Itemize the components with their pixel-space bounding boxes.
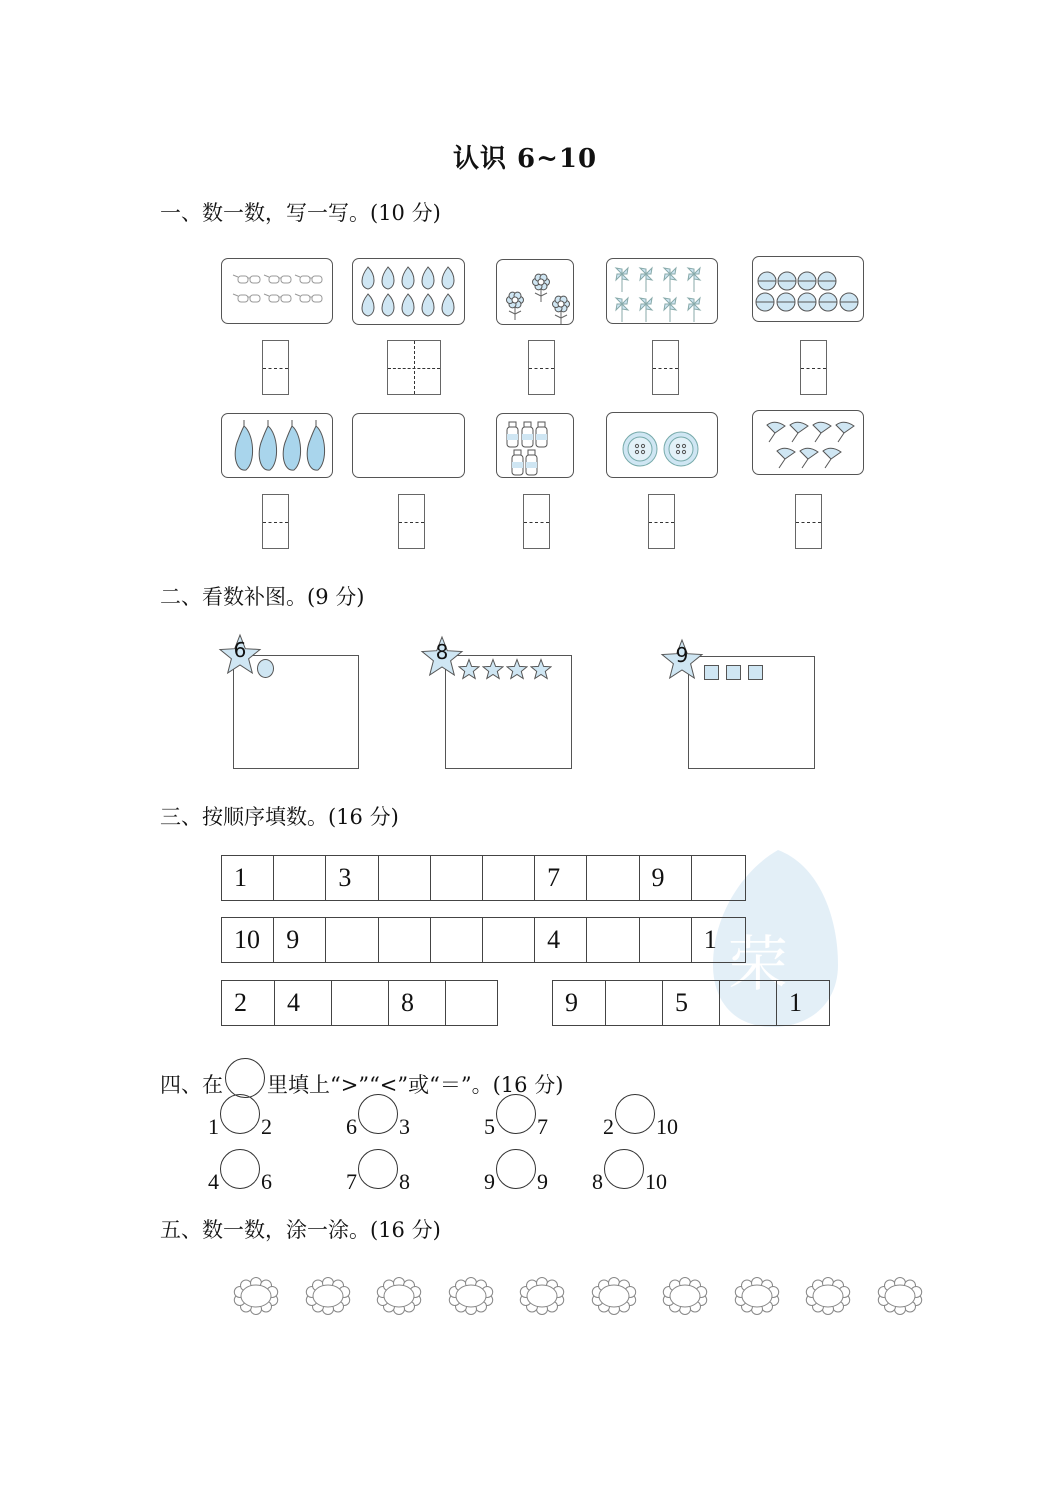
answer-box-9[interactable]	[648, 494, 675, 549]
square-shape-icon	[704, 665, 719, 680]
sequence-cell-blank[interactable]	[640, 918, 692, 962]
compare-right-number: 10	[645, 1169, 667, 1194]
sequence-cell-blank[interactable]	[431, 918, 483, 962]
star-shape-icon	[458, 658, 480, 680]
sequence-row3b	[552, 980, 830, 1026]
sequence-cell-given: 7	[535, 856, 587, 900]
picture-box-balls	[752, 256, 864, 322]
picture-box-buttons	[606, 412, 718, 478]
picture-box-glasses	[221, 258, 333, 324]
compare-answer-circle[interactable]	[604, 1149, 644, 1189]
circle-shape-icon	[257, 659, 274, 678]
star-icon	[530, 658, 552, 680]
compare-right-number: 7	[537, 1114, 548, 1139]
pinwheels-icon	[607, 259, 719, 325]
flower-6[interactable]	[589, 1276, 639, 1318]
sequence-cell-blank[interactable]	[606, 981, 663, 1025]
answer-box-8[interactable]	[523, 494, 550, 549]
sequence-row2	[221, 917, 746, 963]
flower-8[interactable]	[732, 1276, 782, 1318]
flower-10[interactable]	[875, 1276, 925, 1318]
answer-box-2[interactable]	[387, 340, 441, 395]
compare-answer-circle[interactable]	[358, 1094, 398, 1134]
compare-right-number: 10	[656, 1114, 678, 1139]
comparison-item	[484, 1110, 594, 1160]
inline-circle-icon	[225, 1058, 265, 1098]
section-4-heading	[160, 1058, 563, 1099]
flower-icon	[517, 1276, 567, 1318]
target-number: 6	[233, 638, 247, 662]
answer-box-10[interactable]	[795, 494, 822, 549]
comparison-item	[346, 1165, 456, 1215]
picture-box-bamboo-shoots	[352, 258, 465, 325]
flower-icon	[660, 1276, 710, 1318]
compare-right-number: 8	[399, 1169, 410, 1194]
compare-answer-circle[interactable]	[220, 1149, 260, 1189]
sequence-cell-blank[interactable]	[332, 981, 389, 1025]
compare-right-number: 2	[261, 1114, 272, 1139]
sequence-cell-given: 4	[275, 981, 332, 1025]
sequence-cell-blank[interactable]	[326, 918, 378, 962]
square-shape-icon	[748, 665, 763, 680]
eggplants-icon	[222, 414, 334, 479]
section-1-heading: 一、数一数，写一写。(10 分)	[160, 201, 441, 225]
flower-3[interactable]	[374, 1276, 424, 1318]
comparison-item	[208, 1165, 318, 1215]
section-5-heading: 五、数一数，涂一涂。(16 分)	[160, 1218, 441, 1242]
star-icon	[458, 658, 480, 680]
glasses-icon	[222, 259, 334, 325]
compare-left-number: 5	[484, 1114, 495, 1139]
star-shape-icon	[482, 658, 504, 680]
compare-answer-circle[interactable]	[496, 1149, 536, 1189]
answer-box-7[interactable]	[398, 494, 425, 549]
sequence-cell-blank[interactable]	[379, 856, 431, 900]
sequence-cell-given: 1	[703, 925, 717, 954]
star-icon	[482, 658, 504, 680]
section-4-label-after: 里填上“>”“<”或“＝”。(16 分)	[267, 1073, 564, 1097]
sequence-cell-blank[interactable]	[274, 856, 326, 900]
flower-7[interactable]	[660, 1276, 710, 1318]
answer-box-6[interactable]	[262, 494, 289, 549]
ginkgo-leaves-icon	[753, 411, 865, 476]
answer-box-5[interactable]	[800, 340, 827, 395]
flower-icon	[446, 1276, 496, 1318]
flower-icon	[589, 1276, 639, 1318]
sequence-cell-blank[interactable]	[587, 856, 639, 900]
sequence-cell-given: 1	[222, 856, 274, 900]
section-4-label-before: 四、在	[160, 1073, 223, 1097]
sequence-cell-given: 9	[640, 856, 692, 900]
flower-5[interactable]	[517, 1276, 567, 1318]
picture-box-eggplants	[221, 413, 333, 478]
compare-right-number: 3	[399, 1114, 410, 1139]
comparison-item	[208, 1110, 318, 1160]
sequence-cell-given: 3	[326, 856, 378, 900]
compare-left-number: 1	[208, 1114, 219, 1139]
answer-box-3[interactable]	[528, 340, 555, 395]
target-number: 9	[675, 643, 689, 667]
flowers-icon	[497, 260, 575, 326]
target-number: 8	[435, 640, 449, 664]
comparison-item	[592, 1165, 702, 1215]
star-shape-icon	[506, 658, 528, 680]
flower-icon	[803, 1276, 853, 1318]
sequence-cell-given: 2	[222, 981, 275, 1025]
sequence-cell-blank[interactable]	[483, 856, 535, 900]
sequence-cell-blank[interactable]	[720, 981, 777, 1025]
compare-answer-circle[interactable]	[358, 1149, 398, 1189]
answer-box-4[interactable]	[652, 340, 679, 395]
flower-2[interactable]	[303, 1276, 353, 1318]
balls-icon	[753, 257, 865, 323]
bottles-icon	[497, 414, 575, 479]
compare-left-number: 6	[346, 1114, 357, 1139]
number-star-badge	[218, 632, 262, 676]
section-3-heading: 三、按顺序填数。(16 分)	[160, 805, 399, 829]
number-star-badge	[660, 637, 704, 681]
compare-left-number: 4	[208, 1169, 219, 1194]
picture-box-flowers	[496, 259, 574, 325]
compare-answer-circle[interactable]	[615, 1094, 655, 1134]
star-icon	[506, 658, 528, 680]
flower-4[interactable]	[446, 1276, 496, 1318]
picture-box-empty	[352, 413, 465, 478]
picture-box-ginkgo-leaves	[752, 410, 864, 475]
compare-right-number: 6	[261, 1169, 272, 1194]
page-title: 认识 6~10	[452, 144, 598, 174]
compare-left-number: 2	[603, 1114, 614, 1139]
picture-box-bottles	[496, 413, 574, 478]
comparison-item	[484, 1165, 594, 1215]
sequence-row1	[221, 855, 746, 901]
flower-1[interactable]	[231, 1276, 281, 1318]
flower-9[interactable]	[803, 1276, 853, 1318]
sequence-cell-given: 9	[274, 918, 326, 962]
compare-left-number: 9	[484, 1169, 495, 1194]
sequence-cell-blank[interactable]	[379, 918, 431, 962]
flower-icon	[732, 1276, 782, 1318]
section-2-heading: 二、看数补图。(9 分)	[160, 585, 365, 609]
sequence-cell-given: 9	[553, 981, 606, 1025]
sequence-row3a	[221, 980, 498, 1026]
svg-text:荣: 荣	[728, 930, 788, 1000]
flower-icon	[303, 1276, 353, 1318]
flower-icon	[231, 1276, 281, 1318]
comparison-item	[346, 1110, 456, 1160]
sequence-cell-blank[interactable]	[692, 856, 744, 900]
buttons-icon	[607, 413, 719, 479]
compare-answer-circle[interactable]	[220, 1094, 260, 1134]
sequence-cell-blank[interactable]	[483, 918, 535, 962]
picture-box-pinwheels	[606, 258, 718, 324]
sequence-cell-given: 10	[222, 918, 274, 962]
square-shape-icon	[726, 665, 741, 680]
compare-right-number: 9	[537, 1169, 548, 1194]
answer-box-1[interactable]	[262, 340, 289, 395]
sequence-cell-given: 8	[389, 981, 446, 1025]
sequence-cell-given: 1	[789, 988, 802, 1017]
sequence-cell-blank[interactable]	[587, 918, 639, 962]
star-shape-icon	[530, 658, 552, 680]
compare-answer-circle[interactable]	[496, 1094, 536, 1134]
compare-left-number: 7	[346, 1169, 357, 1194]
sequence-cell-given: 5	[663, 981, 720, 1025]
sequence-cell-blank[interactable]	[446, 981, 496, 1025]
sequence-cell-blank[interactable]	[431, 856, 483, 900]
flower-icon	[374, 1276, 424, 1318]
compare-left-number: 8	[592, 1169, 603, 1194]
bamboo-shoots-icon	[353, 259, 466, 326]
sequence-cell-given: 4	[535, 918, 587, 962]
flower-icon	[875, 1276, 925, 1318]
